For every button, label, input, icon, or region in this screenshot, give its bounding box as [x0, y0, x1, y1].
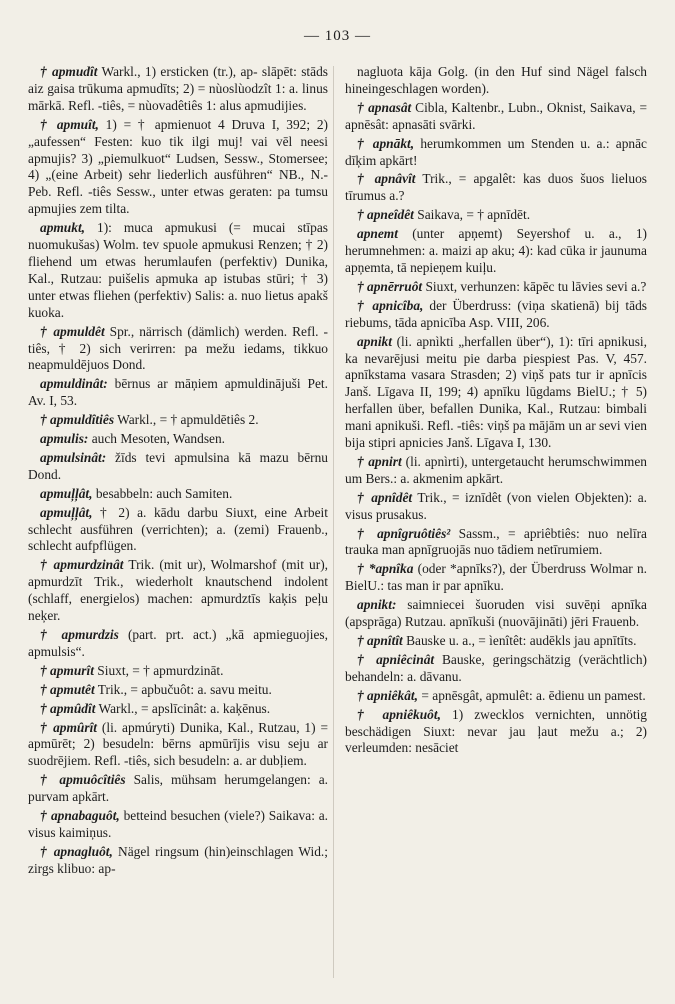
entry-definition: Trik., = iznīdêt (von vielen Objekten): a. visus prusakus. [345, 489, 648, 522]
entry-definition: nagluota kāja Golg. (in den Huf sind Nägel falsch hineingeschlagen worden). [345, 64, 647, 96]
entry-definition: bērnus ar māņiem apmuldinājuši Pet. Av. I, 53. [28, 376, 328, 409]
entry-definition: † 2) a. kādu darbu Siuxt, eine Arbeit schlecht ausführen (verrichten); a. (zemi) Frauenb., schlecht aufpflügen. [28, 504, 328, 554]
dictionary-entry [345, 526, 647, 560]
entry-definition: herumkommen um Stenden u. a.: apnāc dīķim apkārt! [345, 135, 648, 168]
entry-headword: † apmuldêt [40, 323, 105, 339]
entry-definition: Trik. (mit ur), Wolmarshof (mit ur), apmurdzīt Trik., wiederholt knautschend indolent (schlaff, energielos) machen: apmurdztīs kaķis peļu neķer. [28, 557, 328, 624]
right-column [345, 64, 647, 759]
dictionary-entry [28, 220, 328, 321]
dictionary-entry [345, 334, 647, 452]
entry-definition: Trik., = apbučuôt: a. savu meitu. [94, 681, 272, 697]
dictionary-entry [345, 136, 647, 170]
entry-definition: Cibla, Kaltenbr., Lubn., Oknist, Saikava, = apnēsât: apnasāti svārki. [345, 99, 647, 132]
dictionary-entry [28, 412, 328, 429]
dictionary-entry [28, 627, 328, 661]
entry-headword: apmulsinât: [40, 449, 107, 465]
dictionary-entry [28, 486, 328, 503]
entry-definition: Bauske u. a., = ìenîtêt: audēkls jau apnītīts. [402, 633, 637, 648]
entry-definition: Saikava, = † apnīdēt. [413, 207, 531, 223]
entry-definition: 1) zwecklos vernichten, unnötig beschädigen Siuxt: nevar jau ļaut mežu a.; 2) verleumden: nesāciet [345, 706, 647, 756]
entry-headword: † apmuît, [40, 116, 99, 132]
entry-definition: Siuxt, verhunzen: kāpēc tu lāvies sevi a.? [422, 278, 647, 294]
dictionary-entry [345, 64, 647, 98]
entry-definition: betteind besuchen (viele?) Saikava: a. visus kaimiņus. [28, 808, 329, 840]
dictionary-entry [345, 279, 647, 296]
entry-definition: saimniecei šuoruden visi suvēņi apnīka (apsprāga) Rutzau. apnīkuši (nuovājināti) jēri Frauenb. [345, 597, 647, 630]
entry-headword: † *apnîka [357, 561, 414, 577]
entry-headword: † apnîdêt [357, 489, 413, 505]
dictionary-entry [28, 64, 328, 115]
entry-definition: Bauske, geringschätzig (verächtlich) behandeln: a. dāvanu. [345, 651, 647, 684]
entry-definition: = apnēsgât, apmulêt: a. ēdienu un pamest. [418, 687, 646, 703]
entry-headword: † apnicîba, [357, 297, 424, 313]
entry-headword: † apmurdzis [40, 627, 119, 642]
dictionary-entry [28, 701, 328, 718]
entry-headword: apmuļļât, [40, 485, 93, 501]
entry-definition: 1): muca apmukusi (= mucai stīpas nuomukušas) Wolm. tev spuole apmukusi Renzen; † 2) fliehend um etwas herumlaufen (perfektiv) Dunika, Kal., Rutzau: puišelis apmuka ap istubas stūri; † 3) unter etwas fliehen (perfektiv) Salis: a. nuo lietus apakš kuoka. [28, 220, 328, 320]
dictionary-entry [28, 376, 328, 410]
entry-definition: auch Mesoten, Wandsen. [88, 431, 226, 447]
entry-definition: Nägel ringsum (hin)einschlagen Wid.; zirgs klibuo: ap- [28, 843, 328, 876]
entry-headword: apnemt [357, 226, 398, 242]
entry-headword: † apmurdzinât [40, 557, 124, 573]
dictionary-entry [28, 324, 328, 375]
dictionary-entry [345, 633, 647, 650]
dictionary-entry [345, 171, 647, 205]
entry-headword: † apnagluôt, [40, 843, 113, 859]
entry-headword: apnikt: [357, 597, 397, 613]
left-column [28, 64, 328, 880]
entry-definition: (part. prt. act.) „kā apmieguojies, apmulsis“. [28, 627, 328, 659]
entry-headword: † apnērruôt [357, 278, 423, 294]
dictionary-entry [345, 298, 647, 332]
dictionary-entry [28, 505, 328, 556]
entry-definition: Warkl., = † apmuldētiês 2. [114, 412, 259, 428]
entry-headword: † apmudît [40, 64, 98, 79]
entry-headword: † apniêkuôt, [357, 706, 441, 722]
entry-definition: der Überdruss: (viņa skatienā) bij tāds riebums, tāda apnicība Asp. VIII, 206. [345, 297, 647, 330]
dictionary-entry [345, 490, 647, 524]
dictionary-entry [345, 688, 647, 705]
entry-headword: † apnîgruôtiês² [357, 525, 451, 541]
dictionary-entry [345, 652, 647, 686]
entry-definition: Sassm., = apriêbtiês: nuo nelīra trauka man apnīgruojās nuo tādiem netīrumiem. [345, 525, 647, 558]
entry-headword: † apmûdît [40, 700, 96, 716]
entry-headword: † apnākt, [357, 135, 415, 151]
entry-headword: † apnâvît [357, 171, 416, 187]
column-divider [333, 66, 334, 978]
dictionary-entry [345, 454, 647, 488]
entry-headword: † apnabaguôt, [40, 808, 120, 824]
dictionary-entry [345, 707, 647, 758]
dictionary-entry [28, 844, 328, 878]
dictionary-entry [28, 682, 328, 699]
entry-definition: 1) = † apmienuot 4 Druva I, 392; 2) „aufessen“ Festen: kuo tik ilgi muj! vai vēl neesi apmujis? 3) „piemulkuot“ Ludsen, Sessw., Stomersee; 4) „(eine Arbeit) sehr liederlich ausführen“ NB., N.-Peb. Refl. -tiês Sessw., unter etwas geraten: pa tumsu apmujies zem tilta. [28, 116, 328, 217]
dictionary-entry [345, 100, 647, 134]
entry-headword: † apmurît [40, 662, 94, 678]
entry-headword: † apnasât [357, 99, 412, 115]
dictionary-entry [345, 597, 647, 631]
entry-headword: † apmuldîtiês [40, 412, 115, 428]
dictionary-entry [28, 772, 328, 806]
dictionary-entry [345, 207, 647, 224]
dictionary-entry [345, 561, 647, 595]
entry-headword: apmuļļât, [40, 504, 93, 520]
entry-headword: † apmutêt [40, 681, 95, 697]
dictionary-entry [28, 450, 328, 484]
dictionary-entry [28, 431, 328, 448]
entry-definition: Trik., = apgalêt: kas duos šuos lieluos tīrumus a.? [345, 171, 647, 204]
entry-definition: (unter apņemt) Seyershof u. a., 1) herumnehmen: a. maizi ap aku; 4): kad cūka ir jaunuma apņemta, tā nepieņem kuiļu. [345, 226, 647, 275]
entry-headword: † apmûrît [40, 719, 98, 735]
entry-headword: † apmuôcîtiês [40, 772, 126, 788]
entry-definition: žīds tevi apmulsina kā mazu bērnu Dond. [28, 449, 328, 482]
entry-headword: apnikt [357, 333, 392, 349]
entry-headword: † apniêkât, [357, 687, 419, 703]
entry-definition: Spr., närrisch (dämlich) werden. Refl. -tiês, † 2) sich verirren: pa mežu iedams, tikkuo neapmuldējuos Dond. [28, 323, 328, 373]
entry-definition: Warkl., 1) ersticken (tr.), ap- slāpēt: stāds aiz gaisa trūkuma apmudīts; 2) = nùoslùodzît 1: a. linus mārkā. Refl. -tiês, = nùovadêtiês 1: alus apmudijies. [28, 64, 328, 113]
page-number: — 103 — [304, 28, 371, 44]
dictionary-entry [28, 663, 328, 680]
entry-headword: † apnîtît [357, 633, 403, 648]
dictionary-entry [28, 117, 328, 218]
entry-definition: (li. apmúryti) Dunika, Kal., Rutzau, 1) = apmūrēt; 2) besudeln: bērns apmūrījis visu seju ar suodrējiem. Refl. -tiês, sich besudeln: a. ar dubļiem. [28, 719, 328, 769]
entry-headword: apmulis: [40, 431, 89, 447]
entry-definition: Warkl., = apslīcinât: a. kaķēnus. [95, 700, 271, 716]
entry-headword: † apneîdêt [357, 207, 414, 223]
entry-headword: apmukt, [40, 220, 86, 236]
entry-definition: (li. apnìkti „herfallen über“), 1): tīri apnikusi, ka nevarējusi meitu pie darba piespiest Pas. V, 457. apnīkstama vasara Strasden; 2) viņš pats tur ir apnīcis Janš. Līgava II, 199; 4) apnīku lūgdams BielU.; † 5) herfallen über, befallen Dunika, Kal., Rutzau: bimbali mani apnikuši. Refl. -tiês: viņš pa mājām un ar sevi vien bija stipri apnicies Janš. Līgava I, 130. [345, 333, 647, 451]
entry-definition: Salis, mühsam herumgelangen: a. purvam apkārt. [28, 772, 328, 805]
dictionary-entry [28, 808, 328, 842]
entry-headword: † apnirt [357, 453, 402, 469]
dictionary-entry [28, 557, 328, 625]
dictionary-entry [345, 226, 647, 277]
entry-definition: besabbeln: auch Samiten. [92, 485, 233, 501]
dictionary-entry [28, 720, 328, 771]
entry-definition: Siuxt, = † apmurdzināt. [93, 662, 224, 678]
entry-definition: (li. apnìrti), untergetaucht herumschwimmen um Bers.: a. akmenim apkārt. [345, 453, 647, 486]
entry-headword: † apniêcinât [357, 651, 435, 667]
entry-headword: apmuldinât: [40, 376, 108, 392]
entry-definition: (oder *apnīks?), der Überdruss Wolmar n. BielU.: tas man ir par apnīku. [345, 561, 648, 594]
